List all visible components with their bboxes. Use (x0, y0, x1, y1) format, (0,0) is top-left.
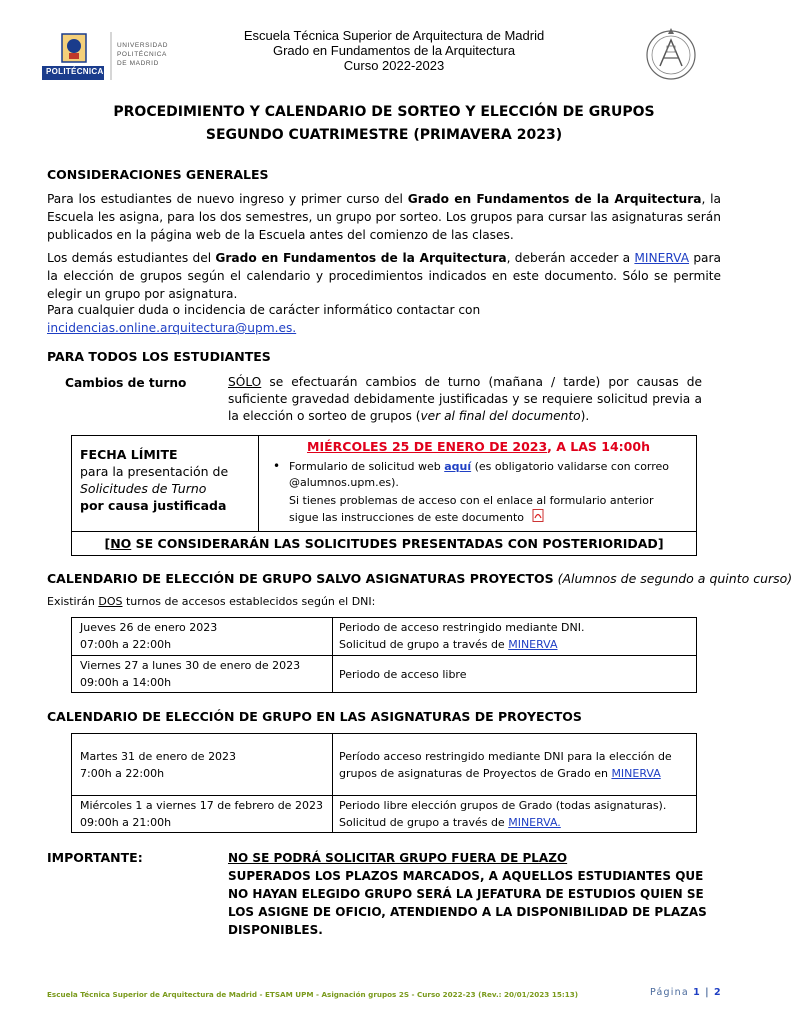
email-link[interactable]: incidencias.online.arquitectura@upm.es. (47, 321, 297, 335)
footer-page-num: 1 (693, 987, 701, 998)
pdf-icon[interactable] (532, 509, 544, 527)
row1-minerva-link[interactable]: MINERVA (508, 638, 558, 651)
deadline-info-cell (259, 436, 697, 532)
row2-time: 09:00h a 14:00h (80, 676, 172, 689)
row2-desc1: Periodo de acceso libre (339, 667, 467, 681)
row4-date-cell (72, 796, 333, 833)
row4-desc2 (339, 814, 690, 831)
minerva-link[interactable]: MINERVA (634, 251, 690, 265)
row1-date: Jueves 26 de enero 2023 (80, 621, 218, 634)
note-text-b: turnos de accesos establecidos según el DNI: (122, 595, 376, 608)
row1-desc1: Periodo de acceso restringido mediante DNI. (339, 621, 585, 634)
upm-logo (42, 30, 172, 88)
deadline-date-main: MIÉRCOLES 25 DE ENERO DE 2023 (307, 439, 548, 454)
logo-text-1: UNIVERSIDAD (117, 42, 169, 49)
deadline-notice (72, 532, 697, 556)
header-school: Escuela Técnica Superior de Arquitectura de Madrid (243, 28, 545, 43)
notice-open: [ (104, 536, 111, 551)
p3-text-a: Para cualquier duda o incidencia de carácter informático contactar con (47, 303, 481, 317)
bullet-text-a: Formulario de solicitud web (289, 460, 445, 473)
footer-page-word: Página (650, 987, 689, 998)
cambios-label: Cambios de turno (65, 376, 187, 390)
footer-left: Escuela Técnica Superior de Arquitectura de Madrid - ETSAM UPM - Asignación grupos 2S - Curso 2022-23 (Rev.: 20/01/2023 15:13) (47, 990, 578, 999)
doc-subtitle: SEGUNDO CUATRIMESTRE (PRIMAVERA 2023) (205, 127, 563, 143)
header-block (220, 28, 568, 73)
row3-desc-text: Período acceso restringido mediante DNI para la elección de grupos de asignaturas de Proyectos de Grado en (339, 749, 672, 780)
footer-page (650, 987, 722, 998)
row3-time: 7:00h a 22:00h (80, 766, 165, 780)
row2-date-cell (72, 656, 333, 693)
logo-text-3: DE MADRID (117, 60, 159, 67)
calendario2-heading: CALENDARIO DE ELECCIÓN DE GRUPO EN LAS ASIGNATURAS DE PROYECTOS (47, 709, 582, 724)
row2-desc-cell (333, 656, 697, 693)
row3-minerva-link[interactable]: MINERVA (611, 766, 661, 780)
header-degree: Grado en Fundamentos de la Arquitectura (272, 43, 516, 58)
importante-text (228, 849, 718, 939)
p2-text-d: para la elección de grupos según el calendario y procedimientos indicados en este documento. Sólo se permite elegir un grupo por asignatura. (47, 251, 722, 301)
cambios-text-italic: ver al final del documento (420, 409, 581, 423)
deadline-label-4: por causa justificada (80, 498, 227, 513)
calendario1-table (71, 617, 697, 693)
deadline-label-1: FECHA LÍMITE (80, 447, 178, 462)
row4-date: Miércoles 1 a viernes 17 de febrero de 2023 (80, 799, 323, 812)
calendario1-note (47, 595, 375, 608)
deadline-help (271, 493, 686, 527)
row3-date: Martes 31 de enero de 2023 (80, 749, 237, 763)
upm-crest-icon (42, 30, 172, 88)
p2-text-a: Los demás estudiantes del (47, 251, 216, 265)
deadline-date-time: , A LAS 14:00h (547, 439, 650, 454)
deadline-label-3: Solicitudes de Turno (80, 481, 207, 496)
calendario1-heading-text: CALENDARIO DE ELECCIÓN DE GRUPO SALVO ASIGNATURAS PROYECTOS (47, 571, 554, 586)
table-row (72, 796, 697, 833)
note-dos: DOS (98, 595, 123, 608)
row1-desc2 (339, 636, 690, 653)
footer-sep: | (705, 987, 710, 998)
bullet-text-b: (es obligatorio validarse con correo @alumnos.upm.es). (289, 460, 670, 489)
header-course: Curso 2022-2023 (343, 58, 445, 73)
row4-desc2-text: Solicitud de grupo a través de (339, 816, 509, 829)
row4-desc1: Periodo libre elección grupos de Grado (todas asignaturas). (339, 799, 667, 812)
paragraph-3 (47, 301, 721, 337)
deadline-date (271, 439, 686, 455)
note-text-a: Existirán (47, 595, 99, 608)
p1-text-c: , la Escuela les asigna, para los dos semestres, un grupo por sorteo. Los grupos para cursar las asignaturas serán publicados en la página web de la Escuela antes del comienzo de las clases. (47, 192, 721, 242)
paragraph-2 (47, 249, 721, 303)
footer-page-total: 2 (714, 987, 722, 998)
importante-rest: SUPERADOS LOS PLAZOS MARCADOS, A AQUELLOS ESTUDIANTES QUE NO HAYAN ELEGIDO GRUPO SERÁ LA JEFATURA DE ESTUDIOS QUIEN SE LOS ASIGNE DE OFICIO, ATENDIENDO A LA DISPONIBILIDAD DE PLAZAS DISPONIBLES. (228, 869, 707, 937)
row3-date-cell (72, 734, 333, 796)
form-link[interactable]: aquí (444, 460, 472, 473)
doc-title: PROCEDIMIENTO Y CALENDARIO DE SORTEO Y ELECCIÓN DE GRUPOS (113, 104, 655, 120)
row3-desc-cell (333, 734, 697, 796)
help-text: Si tienes problemas de acceso con el enlace al formulario anterior sigue las instrucciones de este documento (289, 494, 654, 524)
logo-text-2: POLITÉCNICA (117, 51, 167, 58)
deadline-bullet (271, 459, 686, 491)
p2-text-c: , deberán acceder a (506, 251, 635, 265)
row4-desc-cell (333, 796, 697, 833)
row1-date-cell (72, 618, 333, 656)
row2-date: Viernes 27 a lunes 30 de enero de 2023 (80, 659, 301, 672)
table-row (72, 656, 697, 693)
cambios-solo: SÓLO (228, 375, 262, 389)
table-row (72, 734, 697, 796)
notice-rest: SE CONSIDERARÁN LAS SOLICITUDES PRESENTADAS CON POSTERIORIDAD] (131, 536, 664, 551)
notice-no: NO (110, 536, 132, 551)
row1-time: 07:00h a 22:00h (80, 638, 172, 651)
cambios-text (228, 374, 702, 425)
section-consideraciones-heading: CONSIDERACIONES GENERALES (47, 167, 269, 182)
deadline-label-2: para la presentación de (80, 464, 229, 479)
bullet-icon: • (273, 459, 281, 473)
table-row (72, 618, 697, 656)
paragraph-1 (47, 190, 721, 244)
calendario1-heading-italic: (Alumnos de segundo a quinto curso) (553, 571, 792, 586)
p2-degree: Grado en Fundamentos de la Arquitectura (215, 251, 507, 265)
cambios-text-b: ). (580, 409, 590, 423)
deadline-label-cell (72, 436, 259, 532)
row4-minerva-link[interactable]: MINERVA. (508, 816, 561, 829)
importante-line1: NO SE PODRÁ SOLICITAR GRUPO FUERA DE PLAZO (228, 851, 568, 865)
etsam-seal-icon (640, 22, 702, 84)
row4-time: 09:00h a 21:00h (80, 816, 172, 829)
section-todos-heading: PARA TODOS LOS ESTUDIANTES (47, 349, 271, 364)
p1-degree: Grado en Fundamentos de la Arquitectura (407, 192, 702, 206)
row1-desc-cell (333, 618, 697, 656)
p1-text-a: Para los estudiantes de nuevo ingreso y primer curso del (47, 192, 408, 206)
deadline-table (71, 435, 697, 556)
cambios-text-a: se efectuarán cambios de turno (mañana / tarde) por causas de suficiente gravedad debidamente justificadas y se requiere solicitud previa a la elección o sorteo de grupos ( (228, 375, 702, 423)
calendario1-heading (47, 571, 792, 586)
importante-label: IMPORTANTE: (47, 850, 143, 865)
logo-name: POLITÉCNICA (46, 67, 104, 76)
row1-desc2-text: Solicitud de grupo a través de (339, 638, 509, 651)
calendario2-table (71, 733, 697, 833)
